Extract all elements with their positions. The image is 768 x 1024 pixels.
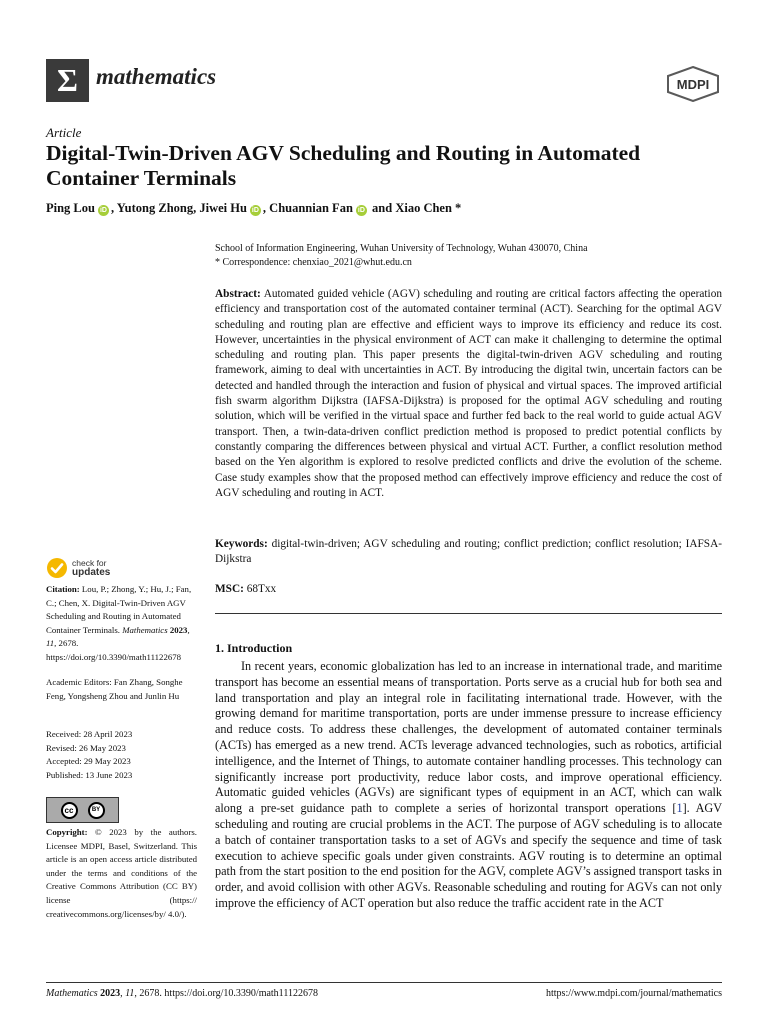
date-received: Received: 28 April 2023: [46, 729, 133, 739]
correspondence[interactable]: * Correspondence: chenxiao_2021@whut.edu.cn: [215, 257, 412, 268]
check-updates-line2: updates: [72, 567, 111, 578]
copyright-notice: [46, 826, 197, 921]
cc-icon: cc: [61, 802, 78, 819]
footer-citation: [46, 988, 318, 999]
footer-journal: Mathematics: [46, 988, 98, 999]
msc-text: 68Txx: [243, 583, 277, 595]
publication-dates: [46, 728, 196, 782]
copyright-text: © 2023 by the authors. Licensee MDPI, Basel, Switzerland. This article is an open access article distributed under the terms and conditions of the Creative Commons Attribution (CC BY) license (https:// creativecommons.org/licenses/by/ 4.0/).: [46, 827, 197, 919]
date-revised: Revised: 26 May 2023: [46, 742, 126, 753]
intro-text-2: ]. AGV scheduling and routing are crucial problems in the ACT. The purpose of AGV scheduling is to allocate a batch of container transportation tasks to a set of AGVs and specify the sequence and time of task execution to achieve specific goals under given constraints. AGV routing is to determine an optimal path from the start position to the end position for the AGV, complete AGV’s assigned transport tasks in order, and avoid collision with other AGVs. Reasonable scheduling and routing for AGVs can not only improve the efficiency of ACT operation but also reduce the traffic accident rate in the ACT: [215, 801, 723, 910]
date-published: Published: 13 June 2023: [46, 769, 133, 780]
author-name: Jiwei Hu: [199, 201, 247, 215]
msc: [215, 583, 276, 595]
author-name: Ping Lou: [46, 201, 95, 215]
journal-name: mathematics: [96, 64, 217, 89]
abstract-label: Abstract:: [215, 288, 261, 300]
footer-doi[interactable]: , 2678. https://doi.org/10.3390/math11122678: [134, 988, 318, 999]
author-separator: and: [368, 201, 396, 215]
introduction-paragraph: [215, 659, 722, 912]
citation-text: Lou, P.; Zhong, Y.; Hu, J.; Fan, C.; Chen, X. Digital-Twin-Driven AGV Scheduling and Routing in Automated Container Terminals.: [46, 584, 192, 635]
intro-text-1: In recent years, economic globalization has led to an increase in international trade, and maritime transport has become an essential means of transportation. Ports serve as a crucial hub for both sea and land transportation and play an integral role in facilitating international trade. However, with the growing demand for maritime transportation, ports are under immense pressure to increase efficiency and reduce costs. To address these challenges, the development of automated container terminals (ACTs) has emerged as a new trend. ACTs leverage advanced technologies, such as robotics, artificial intelligence, and the Internet of Things, to automate container handling processes. This technology can significantly increase port productivity, reduce labor costs, and improve operational efficiency. Automatic guided vehicles (AGVs) are significant types of equipment in an ACT, which can walk along a pre-set guidance path to complete a series of horizontal transport operations [: [215, 659, 722, 816]
citation-label: Citation:: [46, 584, 80, 594]
citation-journal: Mathematics: [122, 624, 168, 635]
footer-journal-url[interactable]: https://www.mdpi.com/journal/mathematics: [546, 988, 722, 999]
keywords-text: digital-twin-driven; AGV scheduling and routing; conflict prediction; conflict resolution; IAFSA-Dijkstra: [215, 538, 722, 566]
author-separator: ,: [193, 201, 200, 215]
check-for-updates-button[interactable]: [46, 556, 166, 580]
section-heading-introduction: 1. Introduction: [215, 641, 293, 655]
publisher-logo: [666, 66, 720, 102]
author-name: Chuannian Fan: [269, 201, 353, 215]
keywords-label: Keywords:: [215, 538, 268, 550]
article-type: Article: [46, 125, 82, 140]
orcid-icon[interactable]: iD: [99, 207, 107, 214]
article-title: Digital-Twin-Driven AGV Scheduling and Routing in Automated Container Terminals: [46, 141, 641, 190]
journal-logo: Σ: [46, 59, 89, 102]
keywords: [215, 537, 722, 568]
by-icon: BY: [88, 802, 105, 819]
footer-divider: [46, 982, 722, 983]
author-separator: ,: [110, 201, 117, 215]
footer-year: 2023: [97, 988, 121, 999]
orcid-icon[interactable]: iD: [251, 207, 259, 214]
check-updates-line1: check for: [72, 558, 107, 568]
author-name: Xiao Chen *: [395, 201, 462, 215]
affiliation: School of Information Engineering, Wuhan University of Technology, Wuhan 430070, China: [215, 243, 588, 254]
copyright-label: Copyright:: [46, 827, 88, 837]
cc-by-license-badge[interactable]: [46, 797, 119, 823]
reference-link[interactable]: 1: [676, 801, 683, 816]
orcid-icon[interactable]: iD: [357, 207, 365, 214]
abstract: [215, 287, 722, 501]
author-name: Yutong Zhong: [116, 201, 194, 215]
citation-doi[interactable]: , 2678. https://doi.org/10.3390/math11122678: [46, 638, 182, 662]
citation-volume: , 11: [46, 624, 190, 649]
msc-label: MSC:: [215, 583, 244, 595]
author-list: [46, 201, 726, 216]
section-divider: [215, 613, 722, 614]
author-separator: ,: [262, 201, 270, 215]
check-updates-icon: [46, 557, 68, 579]
academic-editors: Academic Editors: Fan Zhang, Songhe Feng, Yongsheng Zhou and Junlin Hu: [46, 677, 183, 701]
publisher-name: MDPI: [676, 77, 710, 92]
date-accepted: Accepted: 29 May 2023: [46, 756, 131, 767]
citation-block: [46, 583, 196, 665]
affiliation-block: [215, 242, 720, 270]
citation-year: 2023: [167, 624, 188, 635]
abstract-text: Automated guided vehicle (AGV) scheduling and routing are critical factors affecting the operation efficiency and transportation cost of the automated container terminal (ACT). Searching for the optimal AGV scheduling and routing plan are effective and efficient ways to improve its efficiency and reduce its cost. However, uncertainties in the physical environment of ACT can make it challenging to determine the optimal scheduling and routing plan. This paper presents the digital-twin-driven AGV scheduling and routing framework, aiming to deal with uncertainties in ACT. By introducing the digital twin, uncertain factors can be detected and handled through the interaction and fusion of physical and virtual spaces. The improved artificial fish swarm algorithm Dijkstra (IAFSA-Dijkstra) is proposed for the optimal AGV scheduling and routing solution, which will be verified in the virtual space and further fed back to the real world to guide actual AGV transport. Then, a twin-data-driven conflict prediction method is proposed to predict potential conflicts by constantly comparing the differences between physical and virtual ACT. Further, a conflict resolution method based on the Yen algorithm is explored to resolve predicted conflicts and drive the evolution of the scheme. Case study examples show that the proposed method can effectively improve efficiency and reduce the cost of AGV scheduling and routing in ACT.: [215, 288, 722, 499]
footer-volume: , 11: [120, 988, 135, 999]
